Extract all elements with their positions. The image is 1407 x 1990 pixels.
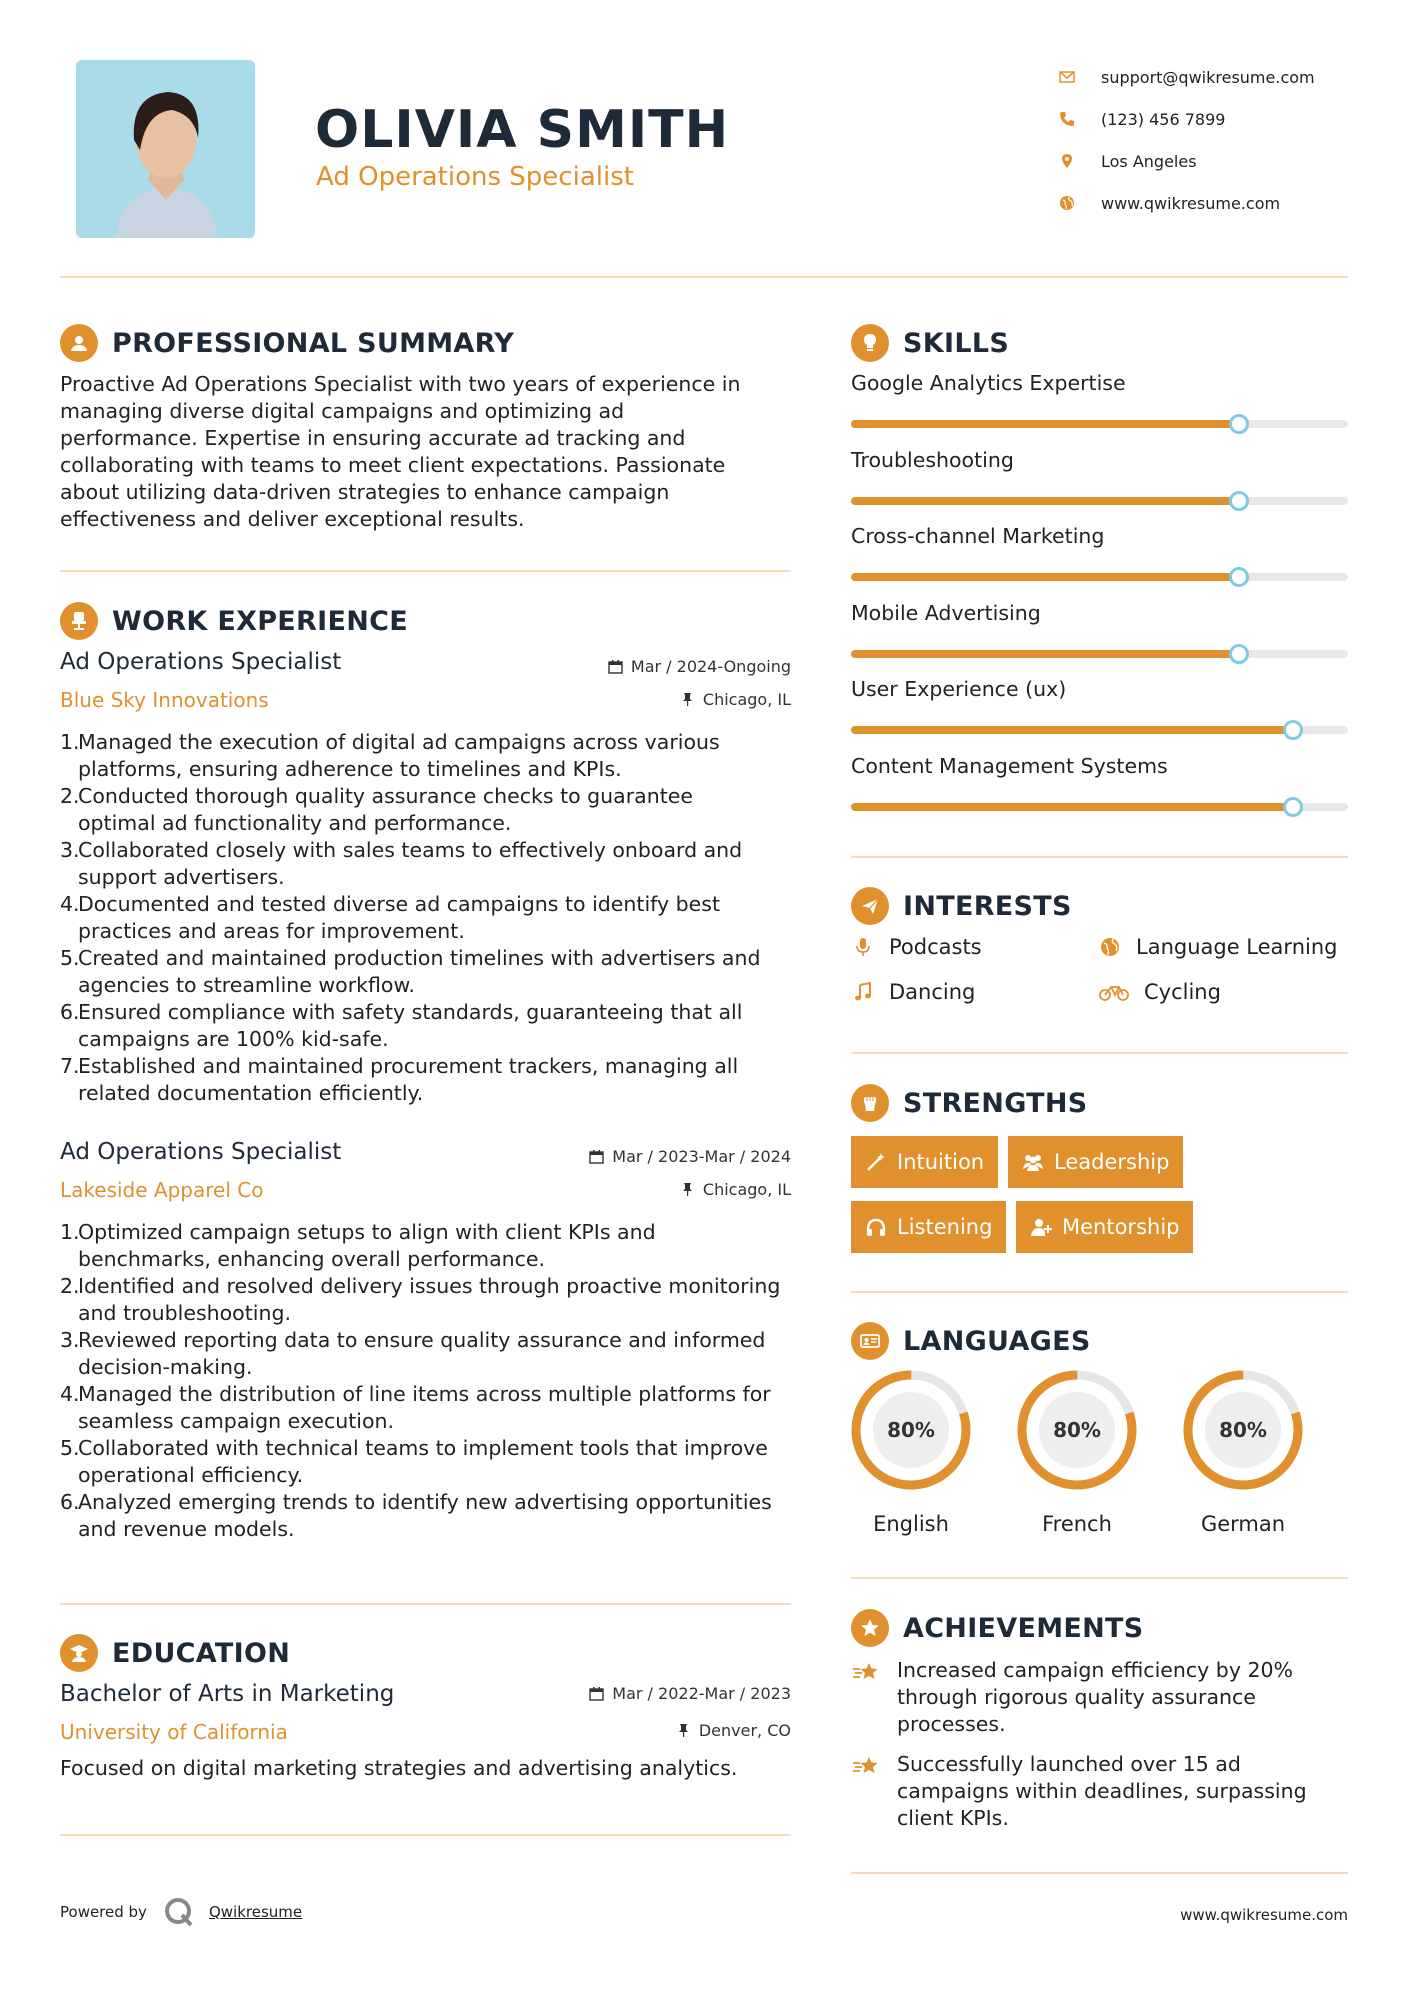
- bullet-line: Conducted thorough quality assurance checks to guarantee: [78, 784, 693, 808]
- contact-location-text: Los Angeles: [1101, 151, 1197, 171]
- bullet-line: decision-making.: [78, 1355, 253, 1379]
- language-percent: 80%: [1053, 1418, 1101, 1442]
- skill-bar: [851, 573, 1348, 581]
- paper-plane-icon: [851, 887, 889, 925]
- calendar-icon: [589, 1686, 604, 1701]
- shooting-star-icon: [851, 1657, 881, 1738]
- shooting-star-icon: [851, 1751, 881, 1832]
- section-divider: [60, 1834, 791, 1836]
- profile-photo: [76, 60, 255, 238]
- interest-item: [851, 980, 975, 1004]
- bullet-line: Documented and tested diverse ad campaigns to identify best: [78, 892, 720, 916]
- education-location: [500, 1721, 791, 1740]
- skill-bar: [851, 726, 1348, 734]
- job-company: Blue Sky Innovations: [60, 688, 269, 712]
- section-divider: [851, 1052, 1348, 1054]
- school-name: University of California: [60, 1720, 288, 1744]
- skill-item: [851, 448, 1348, 505]
- bullet-item: [60, 783, 800, 837]
- user-icon: [60, 324, 98, 362]
- contact-location: [1055, 140, 1385, 182]
- bullet-line: Managed the execution of digital ad campaigns across various: [78, 730, 720, 754]
- skill-item: [851, 371, 1348, 428]
- bullet-line: Identified and resolved delivery issues through proactive monitoring: [78, 1274, 781, 1298]
- bullet-number: 1.: [60, 1220, 80, 1244]
- summary-line: effectiveness and deliver exceptional results.: [60, 507, 525, 531]
- bullet-item: [60, 1489, 800, 1543]
- bullet-line: seamless campaign execution.: [78, 1409, 395, 1433]
- achievements-heading-text: ACHIEVEMENTS: [903, 1612, 1144, 1644]
- summary-heading: [60, 324, 514, 362]
- chair-icon: [60, 602, 98, 640]
- strength-label: Listening: [897, 1215, 993, 1239]
- bullet-line: Collaborated closely with sales teams to effectively onboard and: [78, 838, 743, 862]
- bullet-item: [60, 1327, 800, 1381]
- bullet-number: 2.: [60, 1274, 80, 1298]
- user-plus-icon: [1030, 1216, 1052, 1238]
- skill-bar-fill: [851, 420, 1239, 428]
- contact-email[interactable]: [1055, 56, 1385, 98]
- skill-bar: [851, 803, 1348, 811]
- skill-item: [851, 754, 1348, 811]
- language-percent: 80%: [887, 1418, 935, 1442]
- skill-name: User Experience (ux): [851, 677, 1067, 701]
- language-percent: 80%: [1219, 1418, 1267, 1442]
- strength-tag: [1008, 1136, 1183, 1188]
- language-ring: [1015, 1368, 1139, 1492]
- education-dates-text: Mar / 2022-Mar / 2023: [612, 1684, 791, 1703]
- degree-title: Bachelor of Arts in Marketing: [60, 1681, 395, 1707]
- footer-powered-by: [60, 1896, 302, 1928]
- skill-bar-fill: [851, 803, 1293, 811]
- bullet-line: campaigns are 100% kid-safe.: [78, 1027, 389, 1051]
- star-badge-icon: [851, 1609, 889, 1647]
- pushpin-icon: [680, 692, 695, 707]
- skill-bar-knob: [1229, 644, 1249, 664]
- section-divider: [851, 1577, 1348, 1579]
- interest-label: Language Learning: [1136, 935, 1338, 959]
- calendar-icon: [608, 659, 623, 674]
- job-bullets: [60, 1219, 800, 1543]
- summary-line: collaborating with teams to meet client expectations. Passionate: [60, 453, 726, 477]
- bullet-number: 5.: [60, 1436, 80, 1460]
- achievements-heading: [851, 1609, 1144, 1647]
- bullet-line: and revenue models.: [78, 1517, 295, 1541]
- bicycle-icon: [1098, 980, 1130, 1004]
- header-divider: [60, 276, 1348, 278]
- calendar-icon: [589, 1149, 604, 1164]
- bullet-item: [60, 1219, 800, 1273]
- bullet-number: 7.: [60, 1054, 80, 1078]
- strength-label: Leadership: [1054, 1150, 1170, 1174]
- skill-bar-fill: [851, 497, 1239, 505]
- skill-item: [851, 524, 1348, 581]
- skill-bar: [851, 420, 1348, 428]
- contact-list: [1055, 56, 1385, 224]
- bullet-number: 6.: [60, 1490, 80, 1514]
- summary-line: performance. Expertise in ensuring accurate ad tracking and: [60, 426, 686, 450]
- job-dates-text: Mar / 2024-Ongoing: [630, 657, 791, 676]
- strength-label: Mentorship: [1062, 1215, 1180, 1239]
- job-company: Lakeside Apparel Co: [60, 1178, 264, 1202]
- skill-bar: [851, 497, 1348, 505]
- skill-bar-knob: [1229, 567, 1249, 587]
- bullet-line: support advertisers.: [78, 865, 285, 889]
- section-divider: [851, 1291, 1348, 1293]
- job-location: [500, 1180, 791, 1199]
- language-name: French: [1042, 1512, 1112, 1536]
- bullet-line: Optimized campaign setups to align with client KPIs and: [78, 1220, 656, 1244]
- strength-tag: [851, 1136, 998, 1188]
- contact-phone[interactable]: [1055, 98, 1385, 140]
- bullet-item: [60, 999, 800, 1053]
- globe-icon: [1098, 935, 1122, 959]
- bullet-line: Established and maintained procurement trackers, managing all: [78, 1054, 739, 1078]
- fist-icon: [851, 1084, 889, 1122]
- skill-item: [851, 601, 1348, 658]
- achievement-item: [851, 1657, 1348, 1738]
- skill-bar-knob: [1283, 797, 1303, 817]
- language-name: German: [1200, 1512, 1286, 1536]
- bullet-line: Managed the distribution of line items across multiple platforms for: [78, 1382, 771, 1406]
- strength-tag: [1016, 1201, 1193, 1253]
- candidate-title: Ad Operations Specialist: [316, 162, 634, 192]
- language-item: [849, 1368, 973, 1536]
- pushpin-icon: [676, 1723, 691, 1738]
- microphone-icon: [851, 935, 875, 959]
- bullet-number: 1.: [60, 730, 80, 754]
- skill-bar-knob: [1283, 720, 1303, 740]
- map-pin-icon: [1055, 153, 1079, 169]
- skill-name: Google Analytics Expertise: [851, 371, 1126, 395]
- summary-line: managing diverse digital campaigns and optimizing ad: [60, 399, 625, 423]
- skill-bar-knob: [1229, 414, 1249, 434]
- bullet-line: Ensured compliance with safety standards, guaranteeing that all: [78, 1000, 743, 1024]
- language-item: [1181, 1368, 1305, 1536]
- achievement-line: campaigns within deadlines, surpassing: [897, 1779, 1307, 1803]
- skill-bar: [851, 650, 1348, 658]
- interest-label: Dancing: [889, 980, 976, 1004]
- job-dates: [500, 1147, 791, 1166]
- bullet-line: Analyzed emerging trends to identify new advertising opportunities: [78, 1490, 772, 1514]
- job-location: [500, 690, 791, 709]
- job-title: Ad Operations Specialist: [60, 649, 342, 675]
- bullet-line: related documentation efficiently.: [78, 1081, 424, 1105]
- interest-item: [1098, 935, 1337, 959]
- powered-by-text: Powered by: [60, 1903, 147, 1921]
- bullet-line: operational efficiency.: [78, 1463, 304, 1487]
- qwikresume-logo-icon: [163, 1896, 195, 1928]
- skill-name: Content Management Systems: [851, 753, 1168, 778]
- skill-bar-fill: [851, 573, 1239, 581]
- achievement-item: [851, 1751, 1348, 1832]
- interests-heading: [851, 887, 1072, 925]
- education-description: Focused on digital marketing strategies and advertising analytics.: [60, 1756, 738, 1780]
- summary-line: Proactive Ad Operations Specialist with two years of experience in: [60, 372, 741, 396]
- language-name: English: [873, 1512, 949, 1536]
- bullet-line: practices and areas for improvement.: [78, 919, 465, 943]
- skills-heading-text: SKILLS: [903, 327, 1010, 359]
- strengths-heading: [851, 1084, 1088, 1122]
- contact-phone-text: (123) 456 7899: [1101, 109, 1226, 129]
- languages-heading: [851, 1322, 1091, 1360]
- skill-name: Cross-channel Marketing: [851, 524, 1105, 548]
- bullet-item: [60, 1435, 800, 1489]
- summary-line: about utilizing data-driven strategies to enhance campaign: [60, 480, 670, 504]
- strength-label: Intuition: [897, 1150, 985, 1174]
- lightbulb-icon: [851, 324, 889, 362]
- bullet-number: 3.: [60, 1328, 80, 1352]
- job-dates: [500, 657, 791, 676]
- bullet-item: [60, 1273, 800, 1327]
- skill-bar-fill: [851, 650, 1239, 658]
- bullet-line: platforms, ensuring adherence to timelines and KPIs.: [78, 757, 622, 781]
- strengths-heading-text: STRENGTHS: [903, 1087, 1088, 1119]
- section-divider: [60, 1603, 791, 1605]
- interest-label: Podcasts: [889, 935, 982, 959]
- summary-heading-text: PROFESSIONAL SUMMARY: [112, 327, 515, 359]
- bullet-line: Created and maintained production timelines with advertisers and: [78, 946, 761, 970]
- skill-bar-fill: [851, 726, 1293, 734]
- language-item: [1015, 1368, 1139, 1536]
- skill-item: [851, 677, 1348, 734]
- interest-item: [1098, 980, 1221, 1004]
- job-location-text: Chicago, IL: [702, 690, 791, 709]
- bullet-item: [60, 1053, 800, 1107]
- section-divider: [60, 570, 791, 572]
- skill-bar-knob: [1229, 491, 1249, 511]
- section-divider: [851, 856, 1348, 858]
- summary-text: [60, 371, 800, 533]
- bullet-number: 2.: [60, 784, 80, 808]
- bullet-item: [60, 729, 800, 783]
- skills-heading: [851, 324, 1009, 362]
- skill-name: Mobile Advertising: [851, 600, 1041, 625]
- envelope-icon: [1055, 69, 1079, 85]
- bullet-number: 6.: [60, 1000, 80, 1024]
- pushpin-icon: [680, 1182, 695, 1197]
- bullet-line: optimal ad functionality and performance.: [78, 811, 512, 835]
- bullet-line: and troubleshooting.: [78, 1301, 291, 1325]
- bullet-line: agencies to streamline workflow.: [78, 973, 415, 997]
- bullet-line: benchmarks, enhancing overall performance.: [78, 1247, 546, 1271]
- interest-item: [851, 935, 982, 959]
- bullet-number: 5.: [60, 946, 80, 970]
- bullet-line: Collaborated with technical teams to implement tools that improve: [78, 1436, 768, 1460]
- job-dates-text: Mar / 2023-Mar / 2024: [612, 1147, 791, 1166]
- bullet-line: Reviewed reporting data to ensure quality assurance and informed: [78, 1328, 766, 1352]
- achievement-line: client KPIs.: [897, 1806, 1009, 1830]
- strength-tag: [851, 1201, 1006, 1253]
- job-title: Ad Operations Specialist: [60, 1139, 342, 1165]
- bullet-item: [60, 945, 800, 999]
- bullet-item: [60, 837, 800, 891]
- contact-website-text: www.qwikresume.com: [1101, 193, 1281, 213]
- language-ring: [849, 1368, 973, 1492]
- languages-heading-text: LANGUAGES: [903, 1325, 1091, 1357]
- users-icon: [1022, 1151, 1044, 1173]
- education-location-text: Denver, CO: [698, 1721, 791, 1740]
- bullet-number: 4.: [60, 1382, 80, 1406]
- education-heading-text: EDUCATION: [112, 1637, 291, 1669]
- contact-email-text: support@qwikresume.com: [1101, 67, 1315, 87]
- graduate-icon: [60, 1634, 98, 1672]
- headphones-icon: [865, 1216, 887, 1238]
- achievement-line: through rigorous quality assurance: [897, 1685, 1256, 1709]
- experience-heading: [60, 602, 408, 640]
- brand-link[interactable]: Qwikresume: [208, 1903, 303, 1921]
- candidate-name: OLIVIA SMITH: [315, 100, 730, 160]
- magic-wand-icon: [865, 1151, 887, 1173]
- footer-website[interactable]: www.qwikresume.com: [1180, 1906, 1348, 1924]
- phone-icon: [1055, 111, 1079, 127]
- globe-icon: [1055, 195, 1079, 211]
- job-bullets: [60, 729, 800, 1107]
- bullet-number: 3.: [60, 838, 80, 862]
- education-dates: [500, 1684, 791, 1703]
- achievement-line: processes.: [897, 1712, 1006, 1736]
- language-ring: [1181, 1368, 1305, 1492]
- music-note-icon: [851, 980, 875, 1004]
- job-location-text: Chicago, IL: [702, 1180, 791, 1199]
- contact-website[interactable]: [1055, 182, 1385, 224]
- experience-heading-text: WORK EXPERIENCE: [112, 605, 408, 637]
- interests-heading-text: INTERESTS: [903, 890, 1072, 922]
- bullet-number: 4.: [60, 892, 80, 916]
- id-card-icon: [851, 1322, 889, 1360]
- bullet-item: [60, 1381, 800, 1435]
- interest-label: Cycling: [1144, 980, 1221, 1004]
- section-divider: [851, 1872, 1348, 1874]
- achievement-line: Increased campaign efficiency by 20%: [897, 1658, 1294, 1682]
- education-heading: [60, 1634, 290, 1672]
- achievement-line: Successfully launched over 15 ad: [897, 1752, 1241, 1776]
- skill-name: Troubleshooting: [851, 447, 1014, 472]
- bullet-item: [60, 891, 800, 945]
